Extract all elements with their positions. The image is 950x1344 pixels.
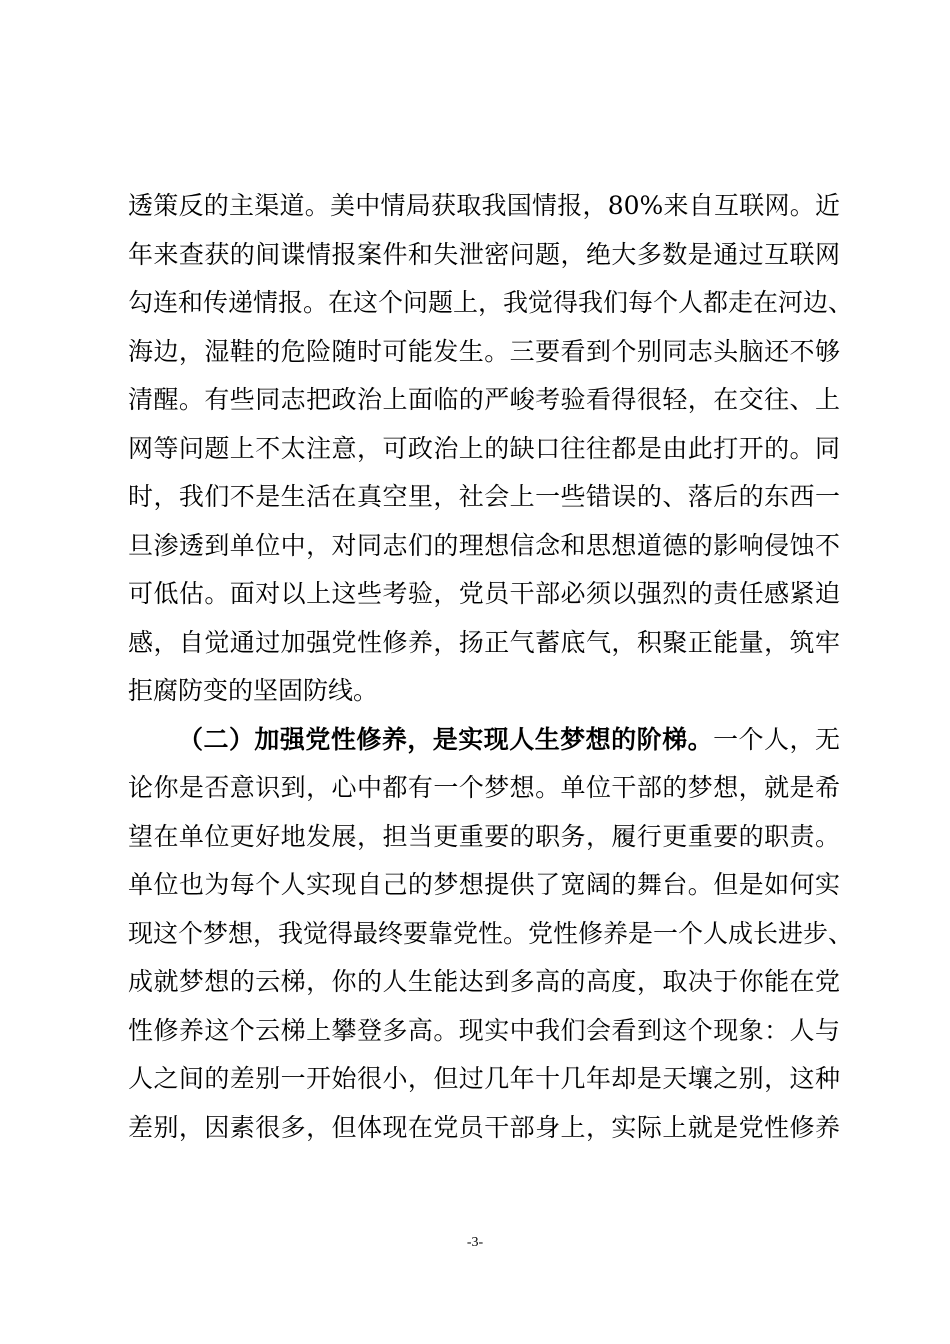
text-line: 人之间的差别一开始很小，但过几年十几年却是天壤之别，这种 [128,1064,840,1093]
text-line: 拒腐防变的坚固防线。 [128,676,379,705]
text-line: 透策反的主渠道。美中情局获取我国情报，80%来自互联网。近 [128,191,840,220]
text-line: 清醒。有些同志把政治上面临的严峻考验看得很轻，在交往、上 [128,385,840,414]
text-line: 时，我们不是生活在真空里，社会上一些错误的、落后的东西一 [128,482,840,511]
paragraph-heading-line [128,716,840,765]
text-line: 望在单位更好地发展，担当更重要的职务，履行更重要的职责。 [128,821,840,851]
heading-line-text: 一个人，无 [713,724,840,754]
text-line: 现这个梦想，我觉得最终要靠党性。党性修养是一个人成长进步、 [128,918,854,948]
text-line: 感，自觉通过加强党性修养，扬正气蓄底气，积聚正能量，筑牢 [128,627,840,657]
text-line: 网等问题上不太注意，可政治上的缺口往往都是由此打开的。同 [128,433,840,463]
body-text [128,182,854,1152]
text-line: 海边，湿鞋的危险随时可能发生。三要看到个别同志头脑还不够 [128,336,840,366]
page-number: -3- [466,1235,484,1250]
text-line: 勾连和传递情报。在这个问题上，我觉得我们每个人都走在河边、 [128,288,854,317]
text-line: 年来查获的间谍情报案件和失泄密问题，绝大多数是通过互联网 [128,239,840,269]
text-line: 单位也为每个人实现自己的梦想提供了宽阔的舞台。但是如何实 [128,870,840,899]
text-line: 旦渗透到单位中，对同志们的理想信念和思想道德的影响侵蚀不 [128,530,840,560]
text-line: 论你是否意识到，心中都有一个梦想。单位干部的梦想，就是希 [128,773,840,802]
text-line: 成就梦想的云梯，你的人生能达到多高的高度，取决于你能在党 [128,967,840,996]
text-line: 差别，因素很多，但体现在党员干部身上，实际上就是党性修养 [128,1112,840,1142]
text-line: 性修养这个云梯上攀登多高。现实中我们会看到这个现象：人与 [128,1015,840,1045]
section-heading: （二）加强党性修养，是实现人生梦想的阶梯。 [178,724,714,754]
text-line: 可低估。面对以上这些考验，党员干部必须以强烈的责任感紧迫 [128,579,840,608]
